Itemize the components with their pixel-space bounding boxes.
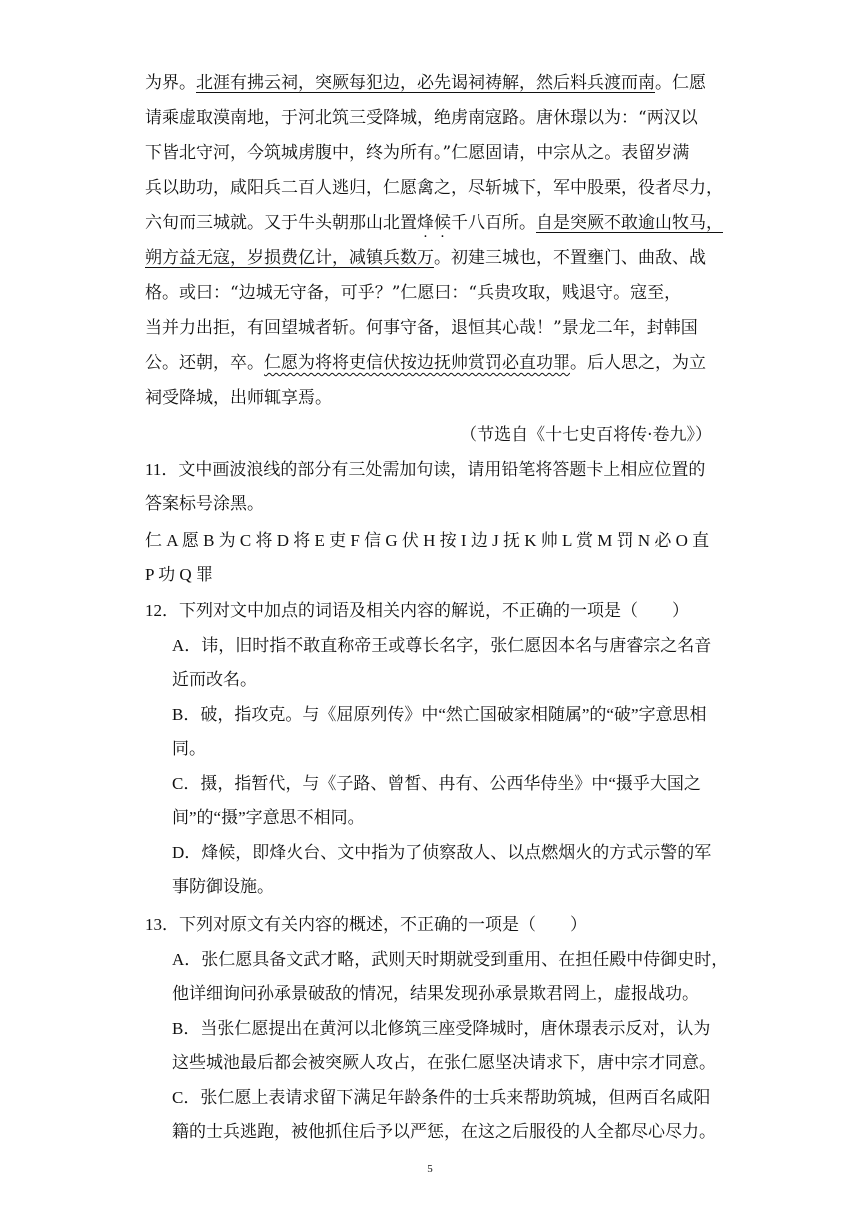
q13-option-a: A．张仁愿具备文武才略，武则天时期就受到重用、在担任殿中侍御史时，	[172, 950, 729, 969]
passage-line-3: 下皆北守河，今筑城虏腹中，终为所有。”仁愿固请，中宗从之。表留岁满	[145, 143, 690, 163]
underlined-sentence: 朔方益无寇，岁损费亿计，减镇兵数万	[145, 248, 434, 268]
dotted-word: 烽	[417, 213, 434, 233]
q13-option-b-cont: 这些城池最后都会被突厥人攻占，在张仁愿坚决请求下，唐中宗才同意。	[172, 1053, 716, 1072]
q12-option-a: A．讳，旧时指不敢直称帝王或尊长名字，张仁愿因本名与唐睿宗之名音	[172, 636, 712, 655]
underlined-sentence: 北涯有拂云祠，突厥每犯边，必先谒祠祷解，然后料兵渡而南	[196, 73, 655, 93]
underlined-sentence: 自是突厥不敢逾山牧马，	[536, 213, 723, 233]
passage-line-4: 兵以助功，咸阳兵二百人逃归，仁愿禽之，尽斩城下，军中股栗，役者尽力，	[145, 178, 723, 198]
dotted-word: 候	[434, 213, 451, 233]
q12-stem: 12．下列对文中加点的词语及相关内容的解说，不正确的一项是（ ）	[145, 601, 689, 620]
q13-option-c-cont: 籍的士兵逃跑，被他抓住后予以严惩，在这之后服役的人全都尽心尽力。	[172, 1122, 716, 1141]
q13-option-c: C．张仁愿上表请求留下满足年龄条件的士兵来帮助筑城，但两百名咸阳	[172, 1088, 711, 1107]
q11-stem-line-2: 答案标号涂黑。	[145, 494, 264, 513]
q11-stem-line-1: 11．文中画波浪线的部分有三处需加句读，请用铅笔将答题卡上相应位置的	[145, 460, 706, 479]
q12-option-d-cont: 事防御设施。	[172, 877, 274, 896]
passage-line-9: 公。还朝，卒。仁愿为将将吏信伏按边抚帅赏罚必直功罪。后人思之，为立	[145, 353, 706, 373]
q13-option-a-cont: 他详细询问孙承景破敌的情况，结果发现孙承景欺君罔上，虚报战功。	[172, 984, 699, 1003]
q12-option-c-cont: 间”的“摄”字意思不相同。	[172, 808, 365, 827]
page-number: 5	[427, 1163, 433, 1175]
wavy-underlined-sentence: 仁愿为将将吏信伏按边抚帅赏罚必直功罪	[264, 353, 570, 373]
q12-option-b: B．破，指攻克。与《屈原列传》中“然亡国破家相随属”的“破”字意思相	[172, 705, 707, 724]
passage-line-10: 祠受降城，出师辄享焉。	[145, 388, 332, 408]
q12-option-a-cont: 近而改名。	[172, 670, 257, 689]
passage-line-8: 当并力出拒，有回望城者斩。何事守备，退恒其心哉！”景龙二年，封韩国	[145, 318, 698, 338]
passage-line-1: 为界。北涯有拂云祠，突厥每犯边，必先谒祠祷解，然后料兵渡而南。仁愿	[145, 73, 706, 93]
q13-option-b: B．当张仁愿提出在黄河以北修筑三座受降城时，唐休璟表示反对，认为	[172, 1019, 711, 1038]
passage-line-2: 请乘虚取漠南地，于河北筑三受降城，绝虏南寇路。唐休璟以为：“两汉以	[145, 108, 698, 128]
passage-line-7: 格。或曰：“边城无守备，可乎？”仁愿曰：“兵贵攻取，贱退守。寇至，	[145, 283, 682, 303]
q12-option-c: C．摄，指暂代，与《子路、曾皙、冉有、公西华侍坐》中“摄乎大国之	[172, 774, 701, 793]
passage-line-6: 朔方益无寇，岁损费亿计，减镇兵数万。初建三城也，不置壅门、曲敌、战	[145, 248, 706, 268]
q11-options-line-1: 仁 A 愿 B 为 C 将 D 将 E 吏 F 信 G 伏 H 按 I 边 J 抚 K 帅 L 赏 M 罚 N 必 O 直	[145, 531, 710, 550]
q13-stem: 13．下列对原文有关内容的概述，不正确的一项是（ ）	[145, 915, 587, 934]
passage-line-5: 六旬而三城就。又于牛头朝那山北置烽候千八百所。自是突厥不敢逾山牧马，	[145, 213, 723, 233]
q11-options-line-2: P 功 Q 罪	[145, 565, 213, 584]
q12-option-d: D．烽候，即烽火台、文中指为了侦察敌人、以点燃烟火的方式示警的军	[172, 843, 712, 862]
q12-option-b-cont: 同。	[172, 739, 206, 758]
passage-source: （节选自《十七史百将传·卷九》）	[460, 425, 712, 445]
